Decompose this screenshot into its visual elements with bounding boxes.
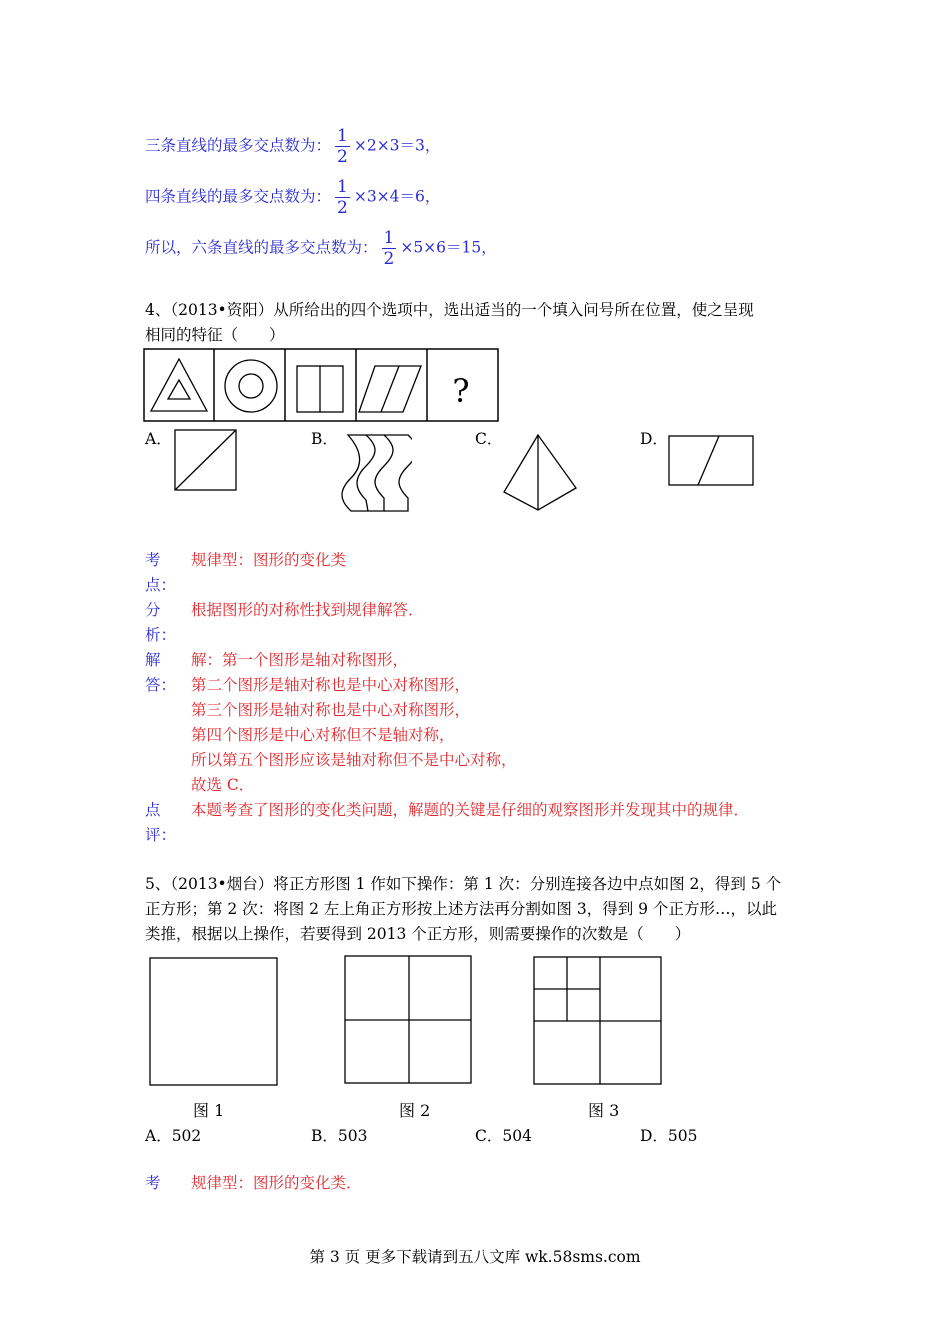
jieda-line: 故选 C． xyxy=(191,776,255,794)
q4-figure-sequence xyxy=(143,348,499,422)
fraction-numerator: 1 xyxy=(337,126,348,146)
sequence-border xyxy=(144,349,498,421)
jieda-line: 第三个图形是轴对称也是中心对称图形， xyxy=(191,701,471,719)
q4-stem-line1: 4、（2013•资阳）从所给出的四个选项中，选出适当的一个填入问号所在位置，使之呈现 xyxy=(145,301,754,319)
fraction-numerator: 1 xyxy=(337,177,348,197)
divided-rectangle-figure xyxy=(297,366,343,412)
dianping-value: 本题考查了图形的变化类问题，解题的关键是仔细的观察图形并发现其中的规律． xyxy=(191,801,750,819)
formula-text: ×2×3＝3， xyxy=(353,136,441,155)
formula-line-six-lines xyxy=(145,228,497,269)
q5-option-d[interactable]: D．505 xyxy=(640,1127,698,1145)
formula-text: 四条直线的最多交点数为： xyxy=(145,187,332,206)
q4-option-b-label[interactable]: B． xyxy=(311,430,338,448)
kaodian-value: 规律型：图形的变化类 xyxy=(191,551,347,569)
fraction-denominator: 2 xyxy=(337,198,348,218)
figure-3-caption: 图 3 xyxy=(588,1101,620,1120)
jieda-label xyxy=(145,648,177,698)
fenxi-label-part: 分 xyxy=(145,601,161,619)
divided-parallelogram-figure xyxy=(359,366,421,412)
question-mark: ? xyxy=(452,372,470,410)
fraction xyxy=(382,228,397,269)
q5-option-b[interactable]: B．503 xyxy=(311,1127,368,1145)
kaodian-label xyxy=(145,548,177,598)
triangle-in-triangle-figure xyxy=(151,359,207,411)
q5-figure-2-split-square xyxy=(343,954,475,1086)
figure-2-caption: 图 2 xyxy=(399,1101,431,1120)
formula-text: ×5×6＝15， xyxy=(400,238,497,257)
q4-option-d-label[interactable]: D． xyxy=(640,430,668,448)
q4-option-c-label[interactable]: C． xyxy=(475,430,503,448)
fraction xyxy=(335,177,350,218)
q5-stem-line1: 5、（2013•烟台）将正方形图 1 作如下操作：第 1 次：分别连接各边中点如图 2，得到 5 个 xyxy=(145,875,782,893)
q5-figure-3-split-square xyxy=(532,955,664,1087)
option-a-square-diagonal-figure[interactable] xyxy=(173,428,239,492)
jieda-line: 第四个图形是中心对称但不是轴对称， xyxy=(191,726,455,744)
fraction-denominator: 2 xyxy=(383,249,395,269)
q5-kaodian-value: 规律型：图形的变化类． xyxy=(191,1174,362,1192)
dianping-label-part: 评： xyxy=(145,826,177,844)
formula-line-four-lines xyxy=(145,177,440,218)
dianping-label xyxy=(145,798,177,848)
fraction-denominator: 2 xyxy=(337,147,348,167)
page-footer: 第 3 页 更多下载请到五八文库 wk.58sms.com xyxy=(309,1248,641,1266)
figure-1-caption: 图 1 xyxy=(193,1101,225,1120)
q4-option-a-label[interactable]: A． xyxy=(145,430,172,448)
q5-stem-line2: 正方形；第 2 次：将图 2 左上角正方形按上述方法再分割如图 3，得到 9 个正方形…，以此 xyxy=(145,900,777,918)
jieda-line: 解：第一个图形是轴对称图形， xyxy=(191,651,409,669)
fenxi-value: 根据图形的对称性找到规律解答． xyxy=(191,601,424,619)
formula-text: ×3×4＝6， xyxy=(353,187,441,206)
jieda-line: 第二个图形是轴对称也是中心对称图形， xyxy=(191,676,471,694)
q5-option-c[interactable]: C．504 xyxy=(475,1127,532,1145)
formula-text: 三条直线的最多交点数为： xyxy=(145,136,332,155)
q4-stem-line2: 相同的特征（ ） xyxy=(145,326,285,344)
fenxi-label-part: 析： xyxy=(145,626,177,644)
jieda-label-part: 答： xyxy=(145,676,177,694)
kaodian-label-part: 考 xyxy=(145,551,161,569)
formula-text: 所以，六条直线的最多交点数为： xyxy=(145,238,378,257)
dianping-label-part: 点 xyxy=(145,801,161,819)
option-c-pyramid-figure[interactable] xyxy=(500,432,580,514)
jieda-label-part: 解 xyxy=(145,651,161,669)
jieda-value xyxy=(191,648,517,798)
q5-stem-line3: 类推，根据以上操作，若要得到 2013 个正方形，则需要操作的次数是（ ） xyxy=(145,925,691,943)
concentric-circles-figure xyxy=(225,360,277,412)
option-b-wavy-shape-figure[interactable] xyxy=(338,432,412,514)
jieda-line: 所以第五个图形应该是轴对称但不是中心对称， xyxy=(191,751,517,769)
kaodian-label-part: 点： xyxy=(145,576,177,594)
fraction-numerator: 1 xyxy=(383,228,395,248)
q5-figure-1-square xyxy=(148,956,280,1088)
formula-line-three-lines xyxy=(145,126,440,167)
fraction xyxy=(335,126,350,167)
option-d-slanted-rectangle-figure[interactable] xyxy=(667,434,757,488)
fenxi-label xyxy=(145,598,177,648)
q5-kaodian-label: 考 xyxy=(145,1174,161,1192)
q5-option-a[interactable]: A．502 xyxy=(145,1127,202,1145)
